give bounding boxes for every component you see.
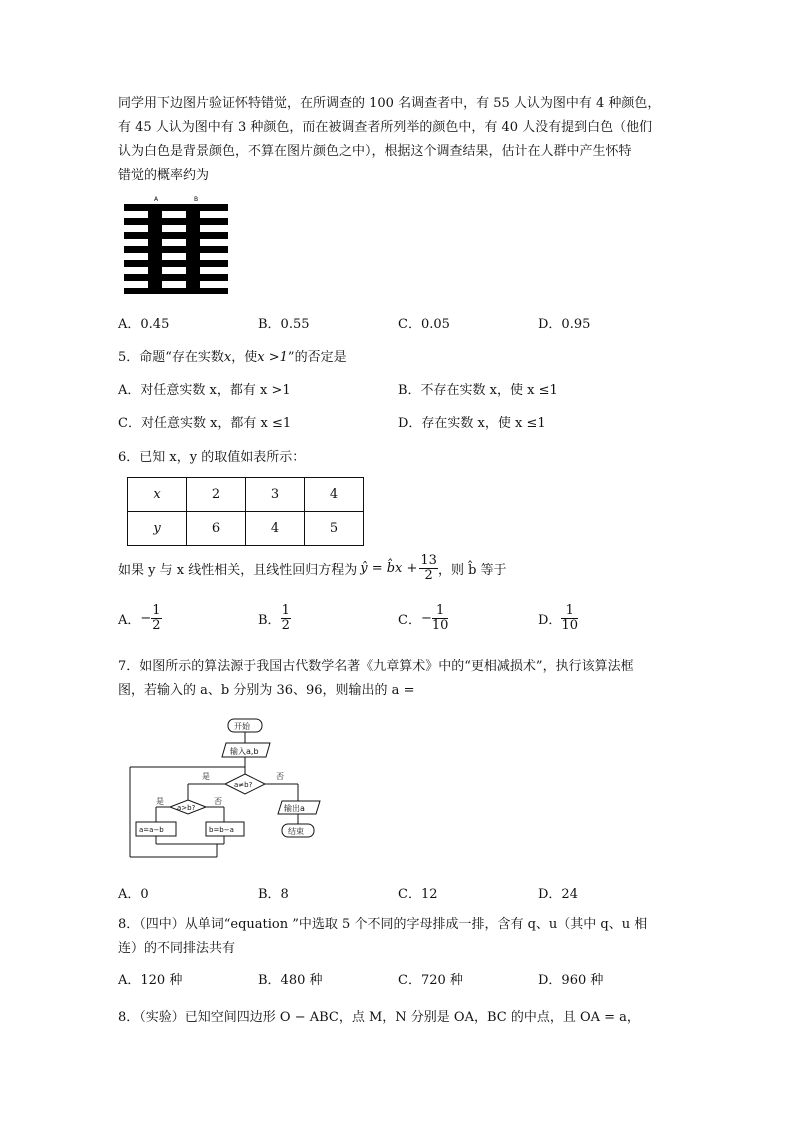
table-cell: 5 <box>305 512 364 546</box>
option-fraction <box>281 604 291 633</box>
q5-stem-pre: 5．命题“存在实数 <box>118 350 224 365</box>
option-fraction <box>151 604 161 633</box>
q5-option-d[interactable]: D．存在实数 x，使 x ≤1 <box>398 416 546 431</box>
q7-stem <box>118 655 693 703</box>
q6-option-c[interactable] <box>398 604 448 633</box>
table-cell: 4 <box>305 478 364 512</box>
option-label: B． <box>258 613 281 628</box>
q6-cond-pre: 如果 y 与 x 线性相关，且线性回归方程为 <box>118 562 358 578</box>
fraction-numerator: 1 <box>561 604 578 619</box>
q5-option-a[interactable]: A．对任意实数 x，都有 x >1 <box>118 383 291 398</box>
xy-value-table <box>127 477 364 546</box>
q4-option-d[interactable]: D．0.95 <box>538 317 591 332</box>
illusion-label-b: B <box>194 196 199 203</box>
option-fraction <box>561 604 578 633</box>
q4-stem-line-2: 有 45 人认为图中有 3 种颜色，而在被调查者所列举的颜色中，有 40 人没有提到白色（他们 <box>118 120 653 135</box>
option-label: A． <box>118 613 141 628</box>
table-cell: 4 <box>246 512 305 546</box>
q7-stem-line-2: 图，若输入的 a、b 分别为 36、96，则输出的 a = <box>118 683 415 698</box>
q5-stem-cond: x >1 <box>257 350 288 365</box>
option-label: D． <box>538 613 562 628</box>
table-row-x <box>128 478 364 512</box>
illusion-label-a: A <box>154 196 159 203</box>
table-cell: y <box>128 512 187 546</box>
q4-option-a[interactable]: A．0.45 <box>118 317 170 332</box>
fraction-numerator: 1 <box>281 603 290 618</box>
q5-stem-post: ”的否定是 <box>287 350 347 365</box>
flow-cond-2: a>b? <box>177 804 196 812</box>
white-illusion-image <box>120 193 230 297</box>
q7-option-a[interactable]: A．0 <box>118 887 149 902</box>
q8a-option-d[interactable]: D．960 种 <box>538 973 604 988</box>
table-cell: 3 <box>246 478 305 512</box>
q5-option-b[interactable]: B．不存在实数 x，使 x ≤1 <box>398 383 558 398</box>
q8a-option-a[interactable]: A．120 种 <box>118 973 183 988</box>
q4-option-b[interactable]: B．0.55 <box>258 317 310 332</box>
flow-assign-a: a=a−b <box>139 826 164 834</box>
option-sign: − <box>140 611 152 626</box>
table-row-y <box>128 512 364 546</box>
q7-stem-line-1: 7．如图所示的算法源于我国古代数学名著《九章算术》中的“更相减损术”，执行该算法框 <box>118 659 634 674</box>
q8a-stem-line-1: 8．（四中）从单词“equation ”中选取 5 个不同的字母排成一排，含有 q、u（其中 q、u 相 <box>118 917 648 932</box>
equation-fraction <box>419 554 438 583</box>
q8a-option-b[interactable]: B．480 种 <box>258 973 323 988</box>
q5-stem-mid: ，使 <box>231 350 258 365</box>
table-cell: x <box>128 478 187 512</box>
q5-option-c[interactable]: C．对任意实数 x，都有 x ≤1 <box>118 416 292 431</box>
option-fraction <box>432 604 449 633</box>
table-cell: 6 <box>187 512 246 546</box>
fraction-denominator: 10 <box>431 618 449 633</box>
flow-end: 结束 <box>288 827 304 836</box>
q7-option-c[interactable]: C．12 <box>398 887 438 902</box>
q5-stem-x: x <box>223 350 232 365</box>
fraction-numerator: 1 <box>432 604 449 619</box>
flow-cond-1: a≠b? <box>234 781 253 789</box>
flow-assign-b: b=b−a <box>209 826 234 834</box>
regression-equation: ŷ = b̂x + <box>360 560 418 576</box>
flow-start: 开始 <box>234 722 250 731</box>
flow-input: 输入a,b <box>230 747 259 756</box>
q7-option-d[interactable]: D．24 <box>538 887 578 902</box>
flow-yes-2: 是 <box>156 797 164 806</box>
q6-cond-post: ，则 b̂ 等于 <box>437 562 507 578</box>
q4-option-c[interactable]: C．0.05 <box>398 317 450 332</box>
option-label: C． <box>398 613 421 628</box>
flow-yes-1: 是 <box>202 772 210 781</box>
fraction-denominator: 10 <box>561 618 578 633</box>
q8a-stem-line-2: 连）的不同排法共有 <box>118 941 236 956</box>
q4-stem <box>118 92 693 188</box>
q8b-stem: 8．（实验）已知空间四边形 O − ABC，点 M，N 分别是 OA，BC 的中点，且 OA = a， <box>118 1010 640 1025</box>
q6-option-a[interactable] <box>118 604 162 633</box>
flowchart <box>120 714 335 864</box>
q4-stem-line-1: 同学用下边图片验证怀特错觉，在所调查的 100 名调查者中，有 55 人认为图中有 4 种颜色， <box>118 96 661 111</box>
fraction-denominator: 2 <box>424 567 433 583</box>
q6-option-d[interactable] <box>538 604 578 633</box>
option-sign: − <box>420 611 432 626</box>
q6-stem: 6．已知 x，y 的取值如表所示： <box>118 450 306 465</box>
q8a-option-c[interactable]: C．720 种 <box>398 973 463 988</box>
flow-no-2: 否 <box>214 797 222 806</box>
fraction-denominator: 2 <box>152 618 161 633</box>
table-cell: 2 <box>187 478 246 512</box>
flow-no-1: 否 <box>276 772 284 781</box>
fraction-numerator: 13 <box>420 552 437 568</box>
flow-output: 输出a <box>284 804 305 813</box>
q6-condition <box>118 548 507 588</box>
q4-stem-line-3: 认为白色是背景颜色，不算在图片颜色之中），根据这个调查结果，估计在人群中产生怀特 <box>118 144 632 159</box>
fraction-denominator: 2 <box>281 618 290 633</box>
q6-option-b[interactable] <box>258 604 291 633</box>
q5-stem <box>118 346 347 365</box>
fraction-numerator: 1 <box>152 603 161 618</box>
q4-stem-line-4: 错觉的概率约为 <box>118 168 210 183</box>
q7-option-b[interactable]: B．8 <box>258 887 289 902</box>
q8a-stem <box>118 913 693 961</box>
